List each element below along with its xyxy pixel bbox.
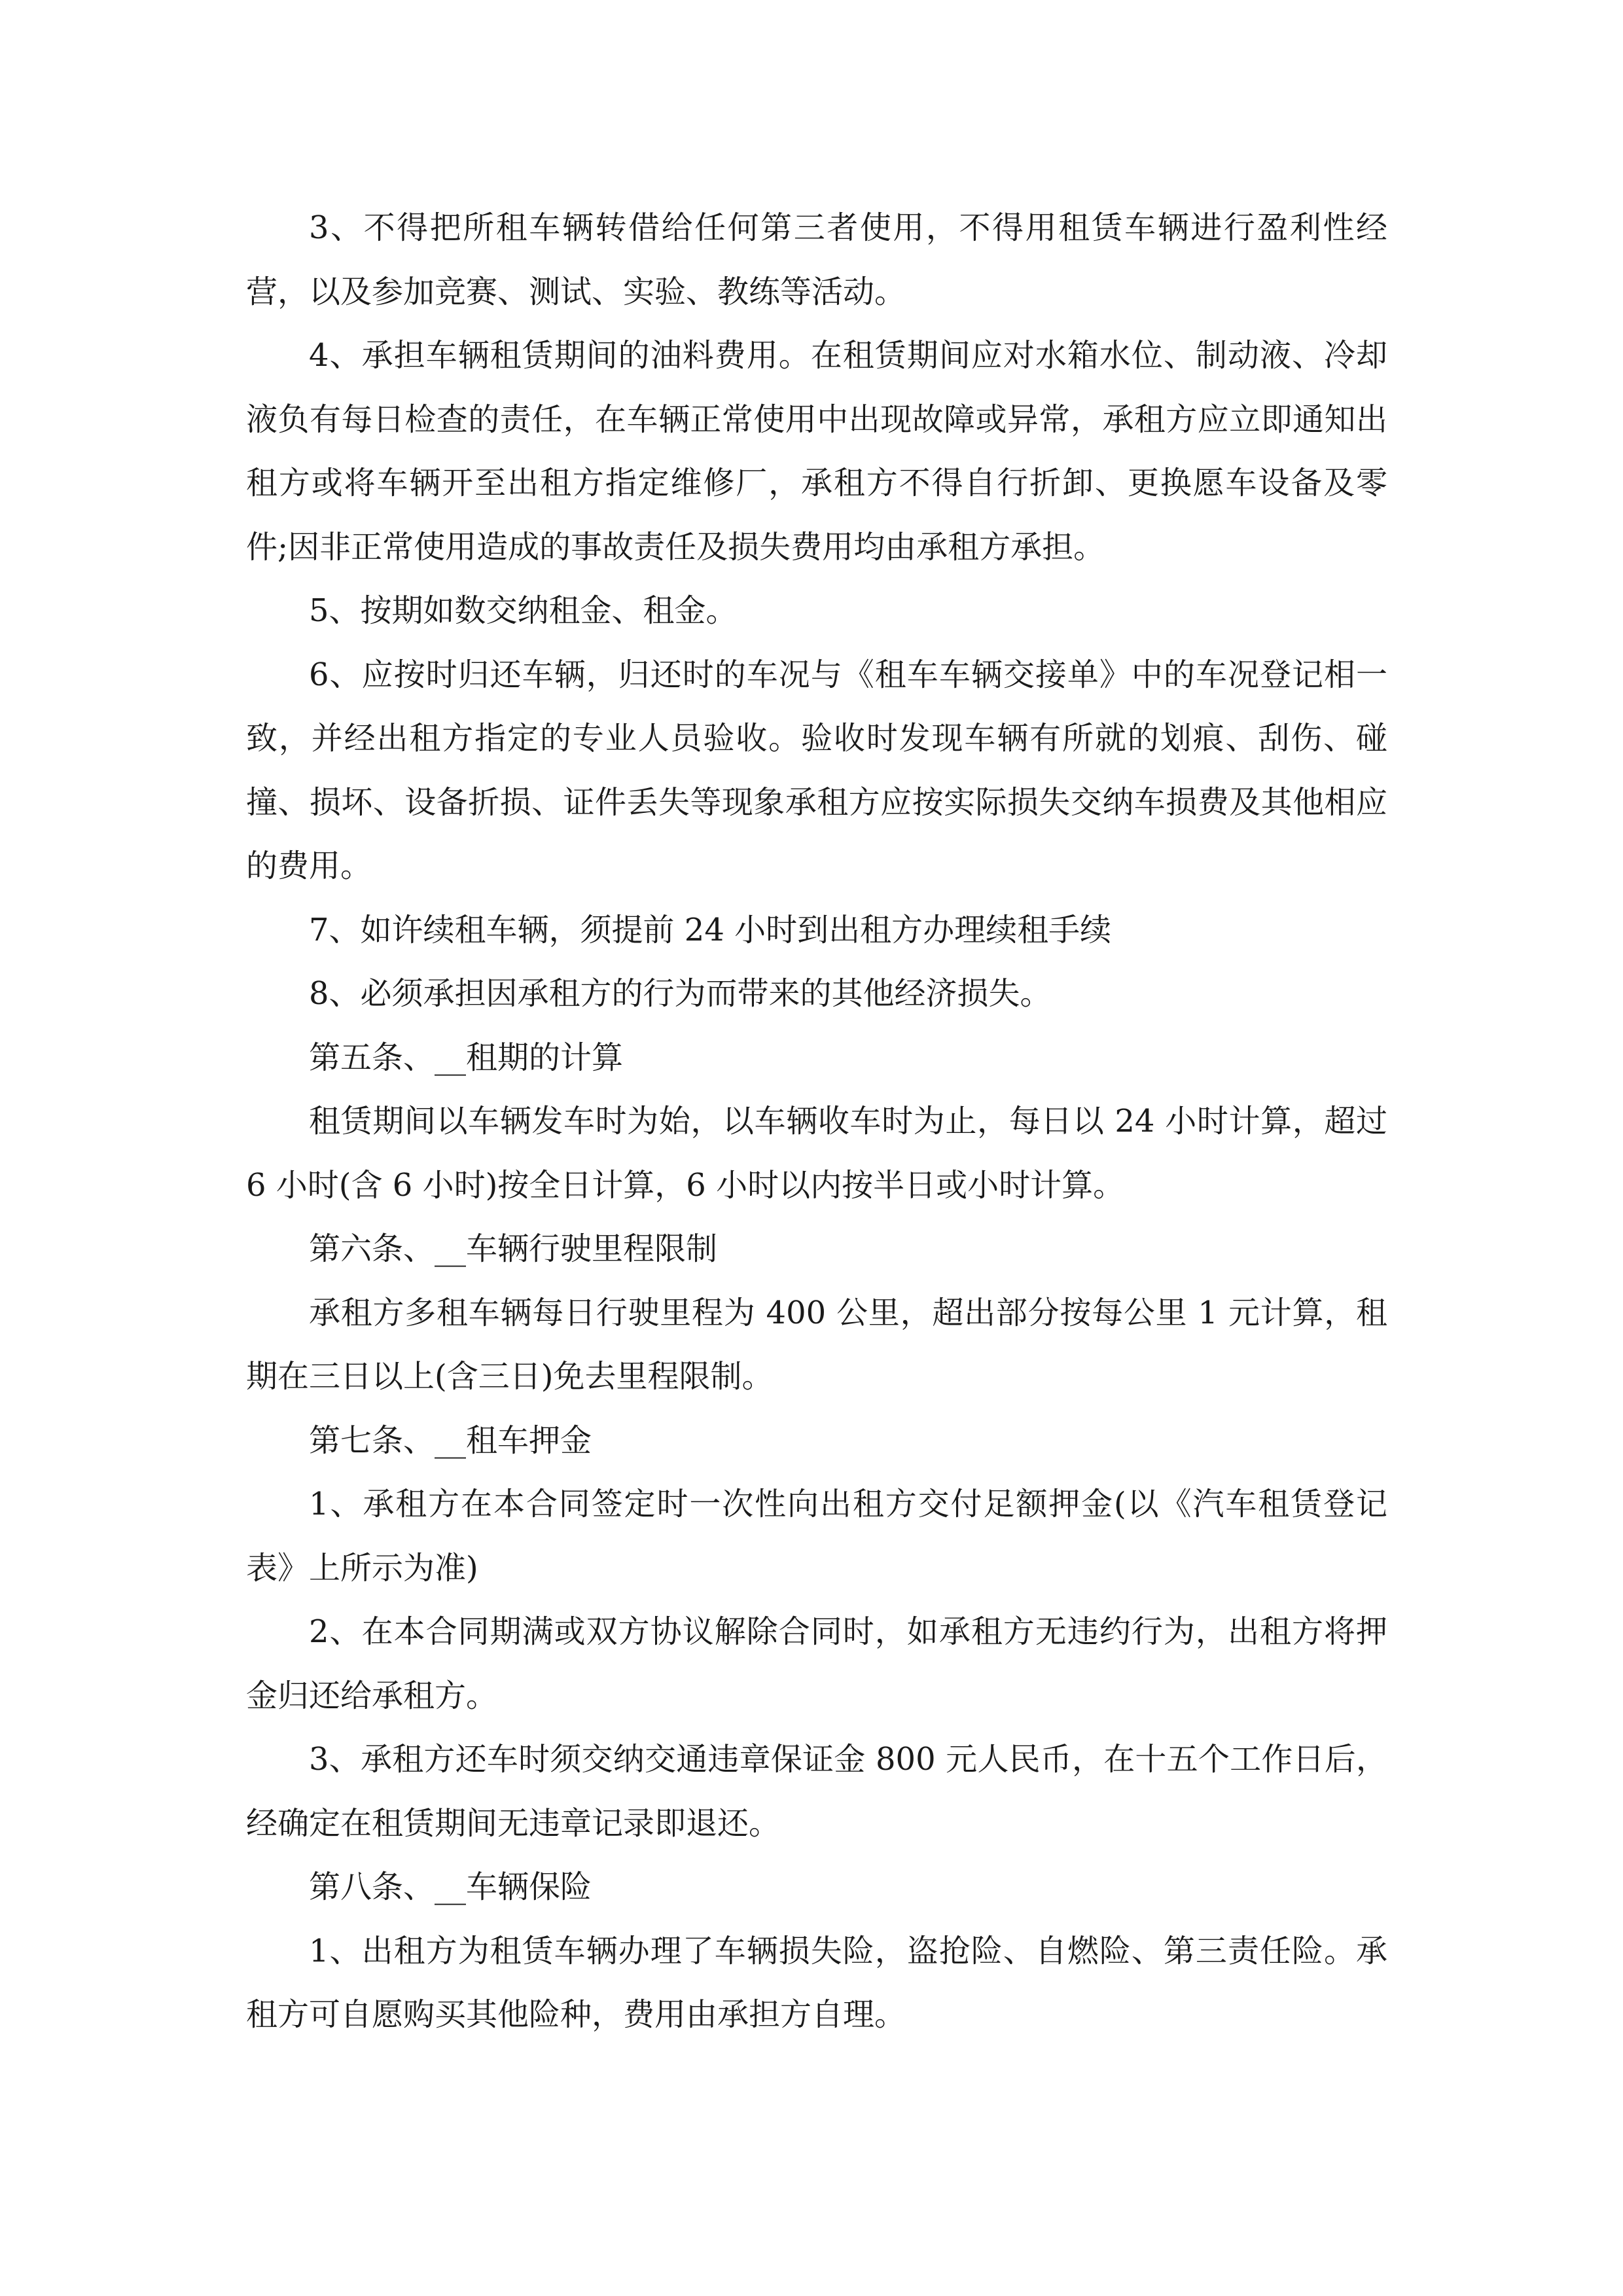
article-7-item-1: 1、承租方在本合同签定时一次性向出租方交付足额押金(以《汽车租赁登记表》上所示为准) <box>246 1486 1387 1587</box>
article-6-heading: 第六条、__车辆行驶里程限制 <box>309 1230 718 1267</box>
article-5-text: 租赁期间以车辆发车时为始，以车辆收车时为止，每日以 24 小时计算，超过 6 小时(含 6 小时)按全日计算，6 小时以内按半日或小时计算。 <box>246 1103 1387 1204</box>
clause-item-8: 8、必须承担因承租方的行为而带来的其他经济损失。 <box>309 975 1052 1012</box>
article-5-heading: 第五条、__租期的计算 <box>309 1039 624 1076</box>
clause-item-4: 4、承担车辆租赁期间的油料费用。在租赁期间应对水箱水位、制动液、冷却液负有每日检查的责任，在车辆正常使用中出现故障或异常，承租方应立即通知出租方或将车辆开至出租方指定维修厂，承租方不得自行折卸、更换愿车设备及零件;因非正常使用造成的事故责任及损失费用均由承租方承担。 <box>246 337 1387 565</box>
article-7-heading: 第七条、__租车押金 <box>309 1422 592 1459</box>
article-8-heading: 第八条、__车辆保险 <box>309 1869 592 1905</box>
clause-item-3: 3、不得把所租车辆转借给任何第三者使用，不得用租赁车辆进行盈利性经营，以及参加竞赛、测试、实验、教练等活动。 <box>246 209 1387 310</box>
article-7-item-3: 3、承租方还车时须交纳交通违章保证金 800 元人民币，在十五个工作日后，经确定在租赁期间无违章记录即退还。 <box>246 1741 1387 1842</box>
clause-item-6: 6、应按时归还车辆，归还时的车况与《租车车辆交接单》中的车况登记相一致，并经出租方指定的专业人员验收。验收时发现车辆有所就的划痕、刮伤、碰撞、损坏、设备折损、证件丢失等现象承租方应按实际损失交纳车损费及其他相应的费用。 <box>246 656 1387 884</box>
article-6-text: 承租方多租车辆每日行驶里程为 400 公里，超出部分按每公里 1 元计算，租期在三日以上(含三日)免去里程限制。 <box>246 1294 1387 1395</box>
article-7-item-2: 2、在本合同期满或双方协议解除合同时，如承租方无违约行为，出租方将押金归还给承租方。 <box>246 1613 1387 1714</box>
clause-item-5: 5、按期如数交纳租金、租金。 <box>309 592 738 629</box>
article-8-item-1: 1、出租方为租赁车辆办理了车辆损失险，盗抢险、自燃险、第三责任险。承租方可自愿购买其他险种，费用由承担方自理。 <box>246 1932 1387 2033</box>
clause-item-7: 7、如许续租车辆，须提前 24 小时到出租方办理续租手续 <box>309 911 1112 948</box>
document-body <box>246 196 1387 2047</box>
